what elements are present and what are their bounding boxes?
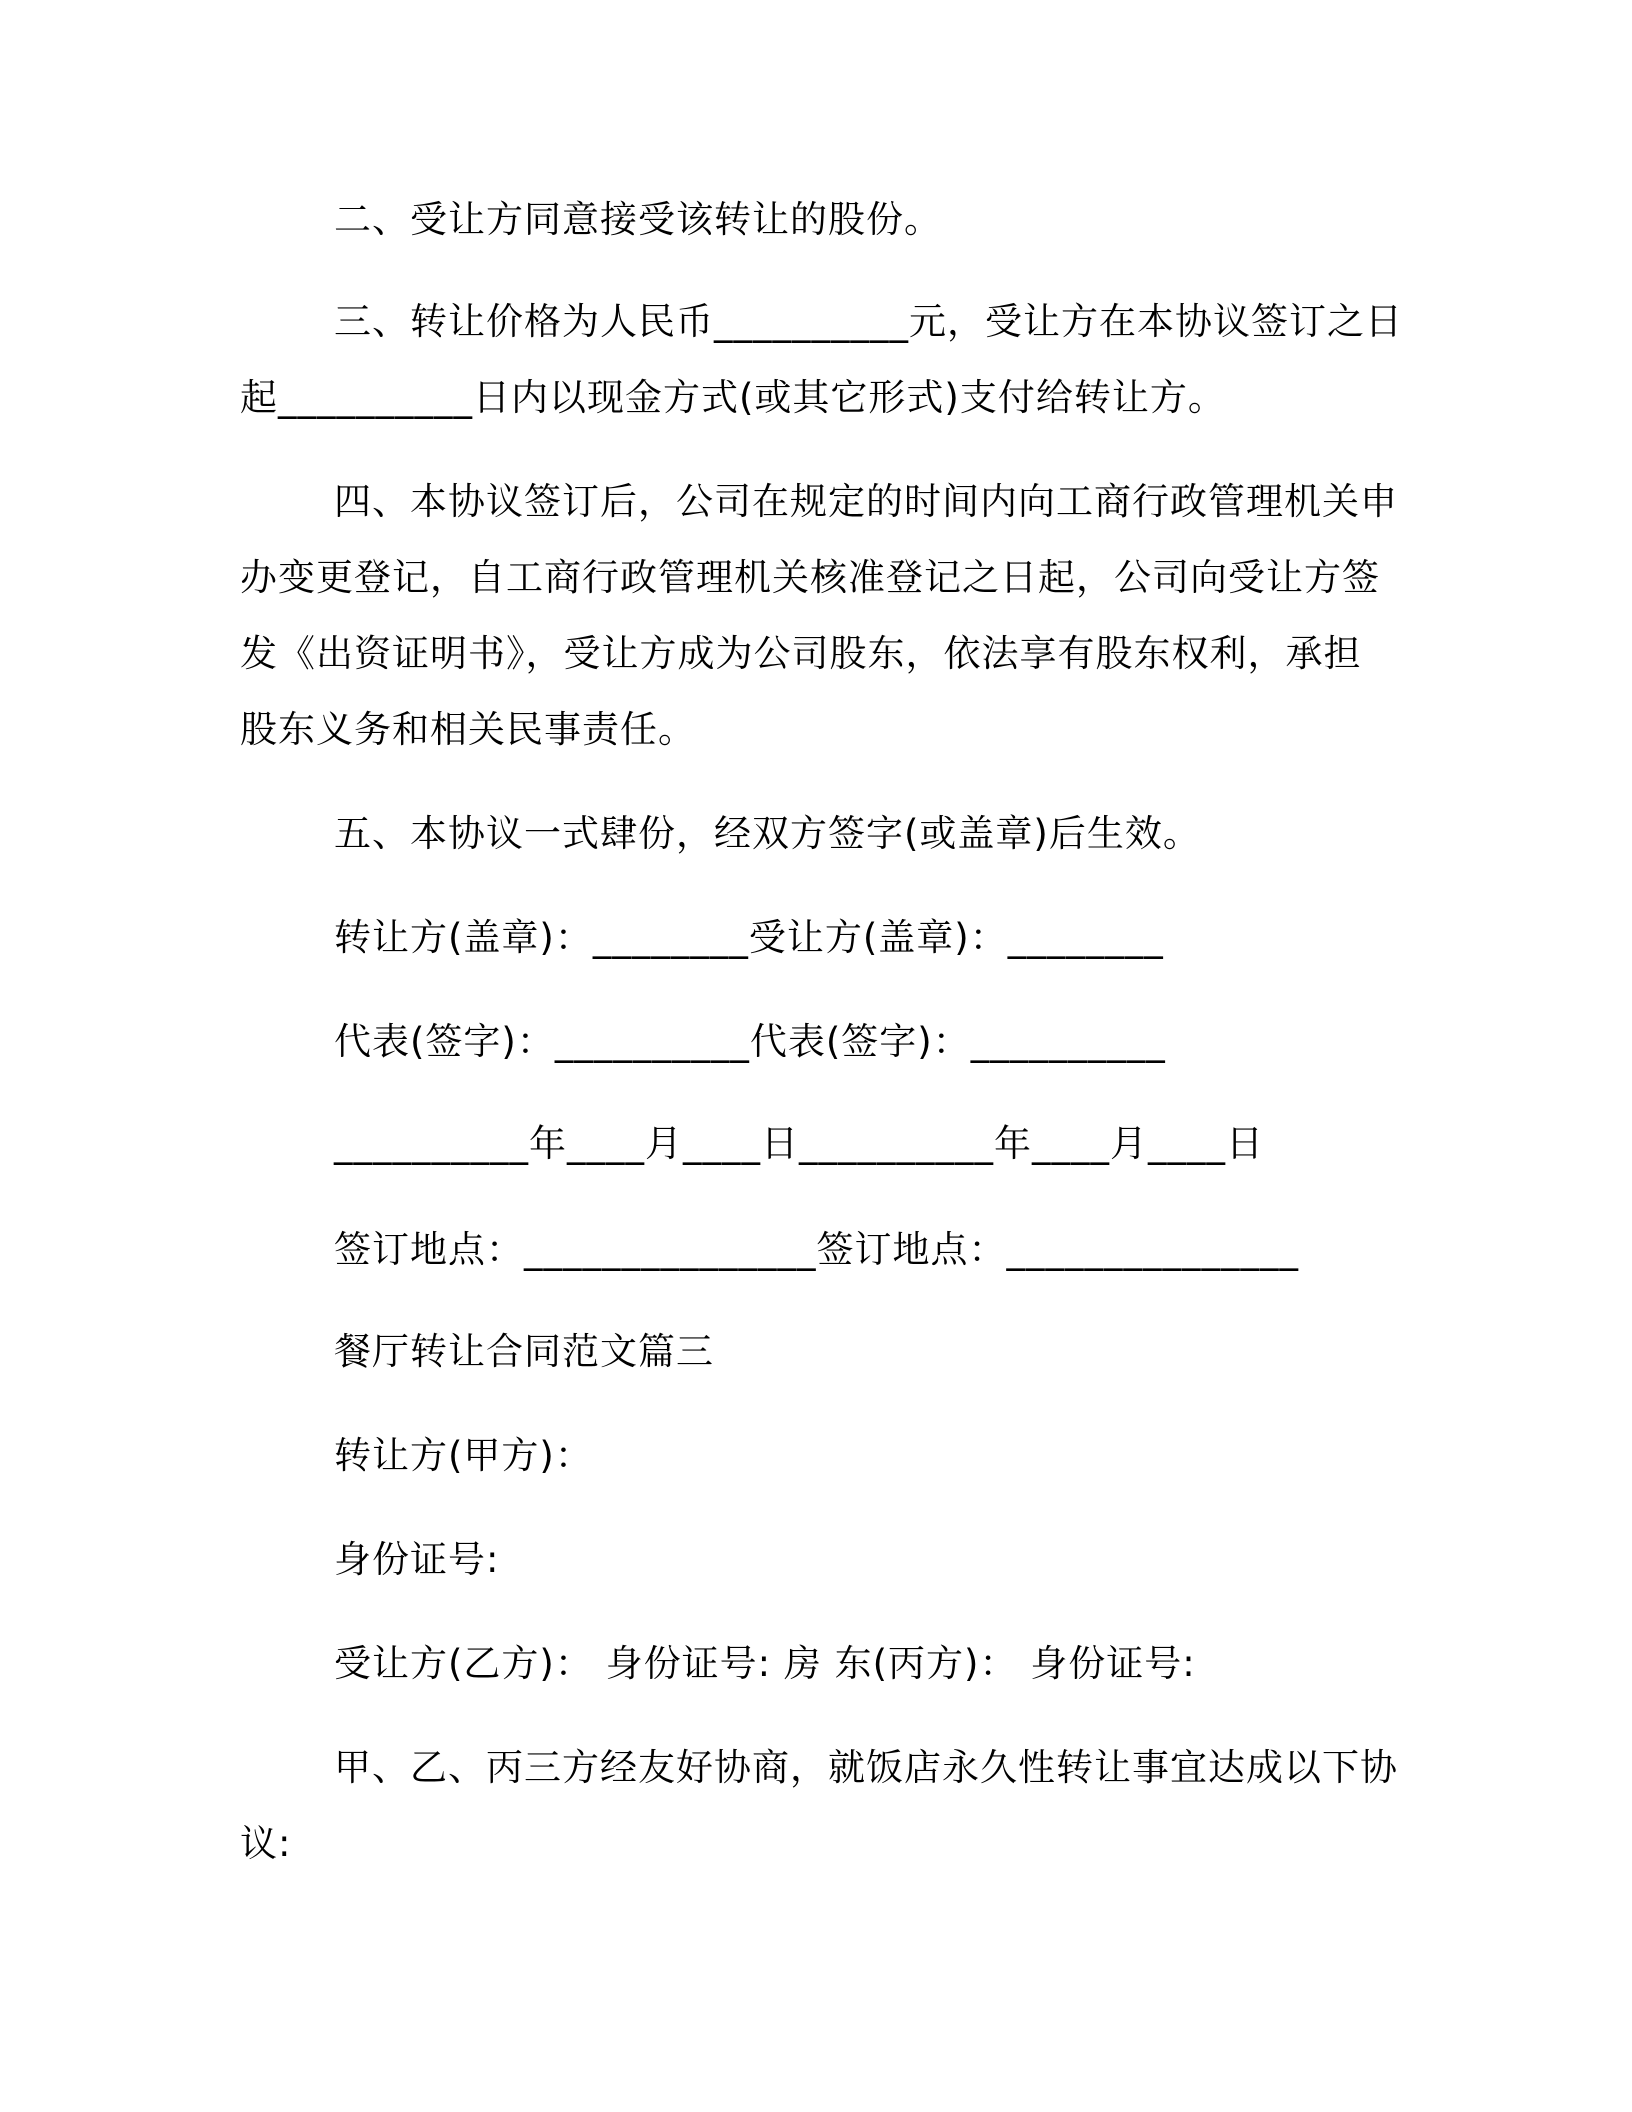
seal-line: 转让方(盖章)：________受让方(盖章)：________ <box>334 916 1164 959</box>
section-title: 餐厅转让合同范文篇三 <box>334 1330 714 1373</box>
transferor-line: 转让方(甲方)： <box>334 1434 593 1477</box>
intro-line-2: 议: <box>240 1822 292 1865</box>
clause-4-line-2: 办变更登记，自工商行政管理机关核准登记之日起，公司向受让方签 <box>240 556 1380 599</box>
place-line: 签订地点：_______________签订地点：_______________ <box>334 1228 1299 1271</box>
clause-4-line-1: 四、本协议签订后，公司在规定的时间内向工商行政管理机关申 <box>334 480 1398 523</box>
clause-4-line-3: 发《出资证明书》，受让方成为公司股东，依法享有股东权利，承担 <box>240 632 1362 675</box>
clause-4-line-4: 股东义务和相关民事责任。 <box>240 708 696 751</box>
clause-2: 二、受让方同意接受该转让的股份。 <box>334 198 942 241</box>
id-number-line: 身份证号: <box>334 1538 500 1581</box>
clause-3-line-1: 三、转让价格为人民币__________元，受让方在本协议签订之日 <box>334 300 1403 343</box>
intro-line-1: 甲、乙、丙三方经友好协商，就饭店永久性转让事宜达成以下协 <box>334 1746 1398 1789</box>
date-line: __________年____月____日__________年____月____日 <box>334 1122 1264 1165</box>
clause-5: 五、本协议一式肆份，经双方签字(或盖章)后生效。 <box>334 812 1201 855</box>
clause-3-line-2: 起__________日内以现金方式(或其它形式)支付给转让方。 <box>240 376 1226 419</box>
representative-line: 代表(签字)：__________代表(签字)：__________ <box>334 1020 1166 1063</box>
parties-line: 受让方(乙方)： 身份证号: 房 东(丙方)： 身份证号: <box>334 1642 1196 1685</box>
